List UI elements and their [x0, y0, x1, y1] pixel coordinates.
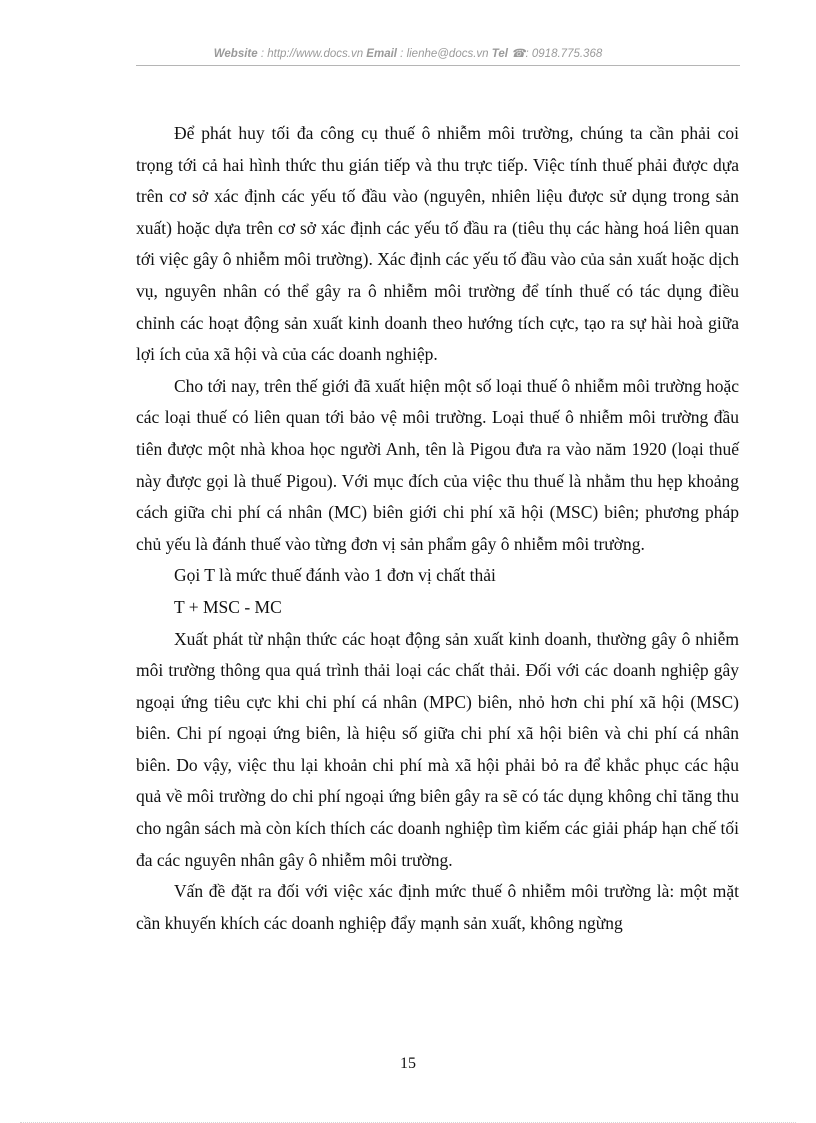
paragraph-1: Để phát huy tối đa công cụ thuế ô nhiễm môi trường, chúng ta cần phải coi trọng tới cả hai hình thức thu gián tiếp và thu trực tiếp. Việc tính thuế phải được dựa trên cơ sở xác định các yếu tố đầu vào (nguyên, nhiên liệu được sử dụng trong sản xuất) hoặc dựa trên cơ sở xác định các yếu tố đầu ra (tiêu thụ các hàng hoá liên quan tới việc gây ô nhiễm môi trường). Xác định các yếu tố đầu vào của sản xuất hoặc dịch vụ, nguyên nhân có thể gây ra ô nhiễm môi trường để tính thuế có tác dụng điều chỉnh các hoạt động sản xuất kinh doanh theo hướng tích cực, tạo ra sự hài hoà giữa lợi ích của xã hội và của các doanh nghiệp.: [136, 123, 739, 365]
tel-value: : 0918.775.368: [525, 48, 603, 60]
website-value: : http://www.docs.vn: [257, 48, 367, 60]
document-body: [136, 118, 739, 939]
paragraph-3: Xuất phát từ nhận thức các hoạt động sản xuất kinh doanh, thường gây ô nhiễm môi trường thông qua quá trình thải loại các chất thải. Đối với các doanh nghiệp gây ngoại ứng tiêu cực khi chi phí cá nhân (MPC) biên, nhỏ hơn chi phí xã hội (MSC) biên. Chi pí ngoại ứng biên, là hiệu số giữa chi phí xã hội biên và chi phí cá nhân biên. Do vậy, việc thu lại khoản chi phí mà xã hội phải bỏ ra để khắc phục các hậu quả về môi trường do chi phí ngoại ứng biên gây ra sẽ có tác dụng không chỉ tăng thu cho ngân sách mà còn kích thích các doanh nghiệp tìm kiếm các giải pháp hạn chế tối đa các nguyên nhân gây ô nhiễm môi trường.: [136, 628, 739, 870]
phone-icon: ☎: [511, 48, 526, 60]
website-label: Website: [213, 48, 258, 60]
header-divider: [136, 65, 740, 66]
email-label: Email: [366, 48, 397, 60]
email-value: : lienhe@docs.vn: [396, 48, 492, 60]
paragraph-definition: Gọi T là mức thuế đánh vào 1 đơn vị chất thải: [174, 565, 496, 586]
page-header: [0, 46, 816, 60]
formula-line: T + MSC - MC: [174, 596, 282, 617]
paragraph-4: Vấn đề đặt ra đối với việc xác định mức thuế ô nhiễm môi trường là: một mặt cần khuyến khích các doanh nghiệp đẩy mạnh sản xuất, không ngừng: [136, 881, 739, 933]
paragraph-2: Cho tới nay, trên thế giới đã xuất hiện một số loại thuế ô nhiễm môi trường hoặc các loại thuế có liên quan tới bảo vệ môi trường. Loại thuế ô nhiễm môi trường đầu tiên được một nhà khoa học người Anh, tên là Pigou đưa ra vào năm 1920 (loại thuế này được gọi là thuế Pigou). Với mục đích của việc thu thuế là nhằm thu hẹp khoảng cách giữa chi phí cá nhân (MC) biên giới chi phí xã hội (MSC) biên; phương pháp chủ yếu là đánh thuế vào từng đơn vị sản phẩm gây ô nhiễm môi trường.: [136, 375, 739, 554]
page-number: 15: [400, 1055, 416, 1072]
tel-label: Tel: [491, 48, 508, 60]
